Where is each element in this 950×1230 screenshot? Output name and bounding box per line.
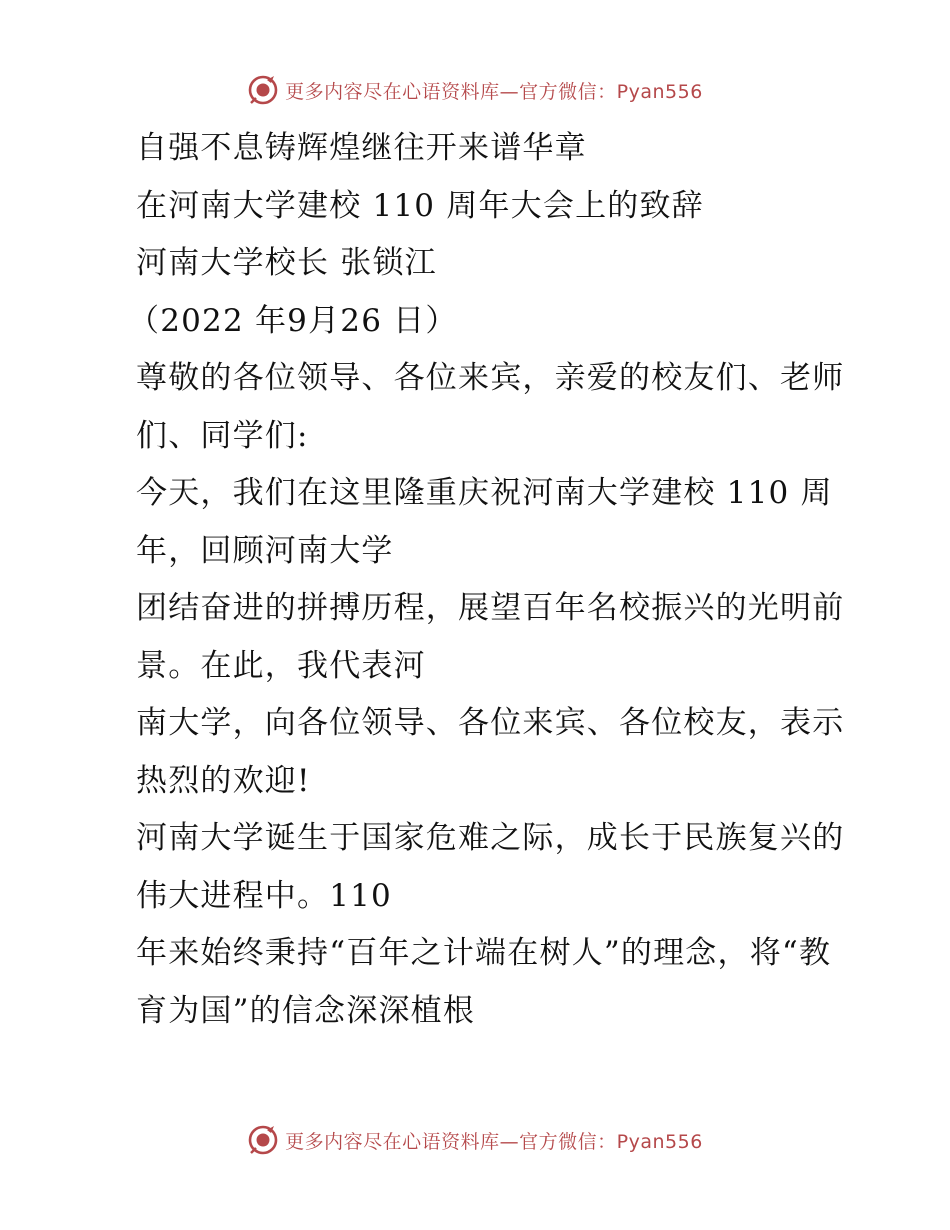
footer-banner [0,1120,950,1160]
seal-logo-icon [247,1124,279,1156]
document-subtitle: 在河南大学建校 110 周年大会上的致辞 [136,187,704,224]
document-title: 自强不息铸辉煌继往开来谱华章 [136,130,587,166]
document-author: 河南大学校长 张锁江 [136,245,437,281]
paragraph: 河南大学诞生于国家危难之际，成长于民族复兴的伟大进程中。110 [136,820,845,914]
paragraph: 今天，我们在这里隆重庆祝河南大学建校 110 周年，回顾河南大学 [136,475,833,569]
document-body [98,120,858,1040]
paragraph: 南大学，向各位领导、各位来宾、各位校友，表示热烈的欢迎! [136,705,845,799]
paragraph: 团结奋进的拼搏历程，展望百年名校振兴的光明前景。在此，我代表河 [136,590,845,684]
document-date: （2022 年9月26 日） [128,302,458,339]
seal-logo-icon [247,74,279,106]
paragraph: 尊敬的各位领导、各位来宾，亲爱的校友们、老师们、同学们: [136,360,845,454]
banner-text: 更多内容尽在心语资料库—官方微信：Pyan556 [285,1130,703,1153]
header-banner [0,70,950,110]
paragraph: 年来始终秉持“百年之计端在树人”的理念，将“教育为国”的信念深深植根 [136,935,832,1029]
banner-text: 更多内容尽在心语资料库—官方微信：Pyan556 [285,80,703,103]
